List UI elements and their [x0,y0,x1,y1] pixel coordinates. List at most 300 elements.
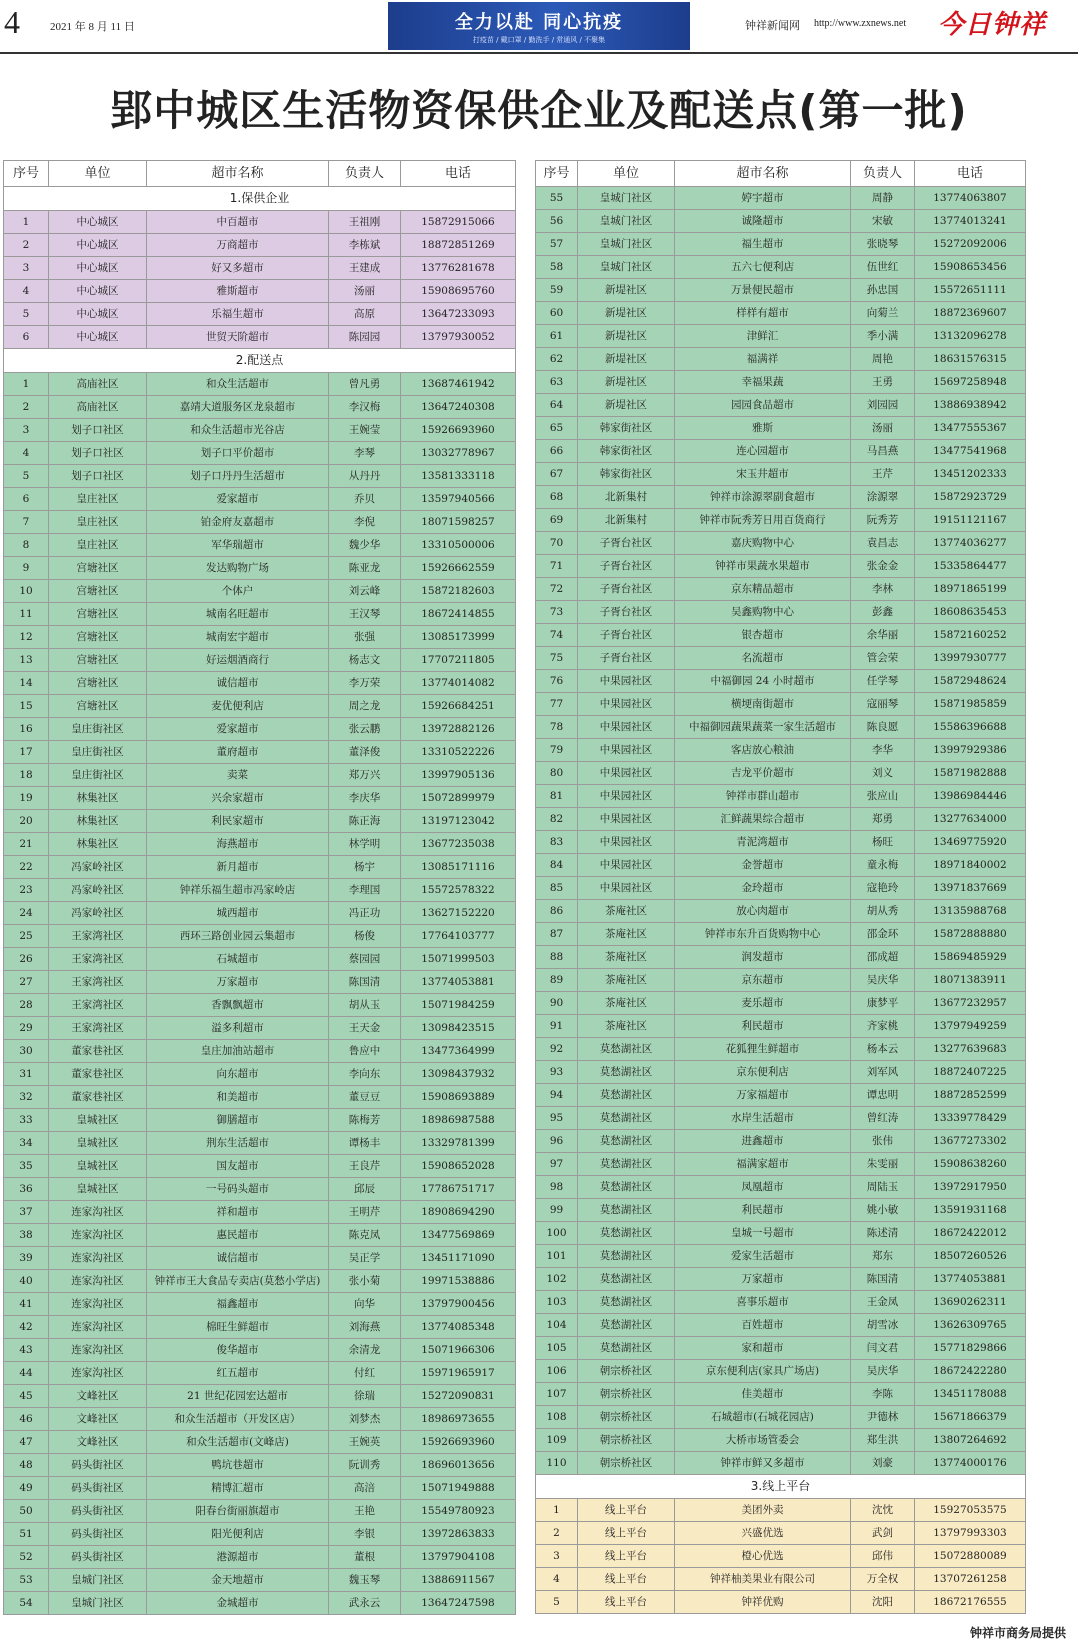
contact-person-cell: 胡雪冰 [851,1314,915,1337]
contact-person-cell: 王婉英 [329,1431,401,1454]
seq-cell: 28 [4,994,49,1017]
store-name-cell: 石城超市(石城花园店) [675,1406,851,1429]
table-row [536,578,1026,601]
unit-cell: 莫愁湖社区 [578,1199,675,1222]
seq-cell: 101 [536,1245,578,1268]
store-name-cell: 和众生活超市(文峰店) [147,1431,329,1454]
table-row [4,1339,516,1362]
store-name-cell: 幸福果蔬 [675,371,851,394]
unit-cell: 新堤社区 [578,279,675,302]
unit-cell: 中果园社区 [578,739,675,762]
store-name-cell: 钟祥市群山超市 [675,785,851,808]
contact-person-cell: 董豆豆 [329,1086,401,1109]
seq-cell: 108 [536,1406,578,1429]
table-row [4,971,516,994]
phone-cell: 15072880089 [915,1545,1026,1568]
phone-cell: 18872369607 [915,302,1026,325]
contact-person-cell: 魏玉琴 [329,1569,401,1592]
seq-cell: 94 [536,1084,578,1107]
contact-person-cell: 张应山 [851,785,915,808]
contact-person-cell: 冯正功 [329,902,401,925]
contact-person-cell: 陈亚龙 [329,557,401,580]
unit-cell: 皇城门社区 [49,1592,147,1615]
store-name-cell: 和众生活超市光谷店 [147,419,329,442]
phone-cell: 13647240308 [401,396,516,419]
seq-cell: 37 [4,1201,49,1224]
table-row [4,1293,516,1316]
table-row [536,1061,1026,1084]
unit-cell: 皇庄街社区 [49,764,147,787]
seq-cell: 24 [4,902,49,925]
unit-cell: 中果园社区 [578,831,675,854]
contact-person-cell: 周陆玉 [851,1176,915,1199]
unit-cell: 子胥台社区 [578,578,675,601]
seq-cell: 16 [4,718,49,741]
store-name-cell: 红五超市 [147,1362,329,1385]
table-row [536,1153,1026,1176]
unit-cell: 文峰社区 [49,1431,147,1454]
table-row [4,419,516,442]
phone-cell: 18672414855 [401,603,516,626]
unit-cell: 子胥台社区 [578,624,675,647]
unit-cell: 林集社区 [49,787,147,810]
phone-cell: 15671866379 [915,1406,1026,1429]
phone-cell: 15926662559 [401,557,516,580]
table-row [4,1477,516,1500]
phone-cell: 13197123042 [401,810,516,833]
contact-person-cell: 邵成超 [851,946,915,969]
store-name-cell: 发达购物广场 [147,557,329,580]
seq-cell: 33 [4,1109,49,1132]
phone-cell: 18608635453 [915,601,1026,624]
unit-cell: 皇城门社区 [49,1569,147,1592]
store-name-cell: 园园食品超市 [675,394,851,417]
phone-cell: 13627152220 [401,902,516,925]
store-name-cell: 中百超市 [147,211,329,234]
seq-cell: 73 [536,601,578,624]
seq-cell: 4 [4,280,49,303]
store-name-cell: 21 世纪花园宏达超市 [147,1385,329,1408]
unit-cell: 莫愁湖社区 [578,1130,675,1153]
unit-cell: 莫愁湖社区 [578,1176,675,1199]
contact-person-cell: 郑生洪 [851,1429,915,1452]
phone-cell: 13774014082 [401,672,516,695]
contact-person-cell: 王明芹 [329,1201,401,1224]
table-row [536,1015,1026,1038]
table-row [536,969,1026,992]
seq-cell: 30 [4,1040,49,1063]
store-name-cell: 爱家生活超市 [675,1245,851,1268]
contact-person-cell: 刘军风 [851,1061,915,1084]
unit-cell: 划子口社区 [49,442,147,465]
contact-person-cell: 从丹丹 [329,465,401,488]
table-row [536,1107,1026,1130]
phone-cell: 13797993303 [915,1522,1026,1545]
phone-cell: 13339778429 [915,1107,1026,1130]
column-header-seq: 序号 [536,161,578,187]
phone-cell: 13098437932 [401,1063,516,1086]
seq-cell: 56 [536,210,578,233]
seq-cell: 44 [4,1362,49,1385]
table-row [4,1155,516,1178]
store-name-cell: 佳美超市 [675,1383,851,1406]
section-label: 3.线上平台 [536,1475,1026,1499]
store-name-cell: 利民超市 [675,1015,851,1038]
seq-cell: 62 [536,348,578,371]
table-row [4,1040,516,1063]
unit-cell: 莫愁湖社区 [578,1314,675,1337]
table-row [4,1270,516,1293]
contact-person-cell: 李汉梅 [329,396,401,419]
phone-cell: 15272090831 [401,1385,516,1408]
contact-person-cell: 张金金 [851,555,915,578]
unit-cell: 划子口社区 [49,465,147,488]
contact-person-cell: 陈国清 [329,971,401,994]
store-name-cell: 御膳超市 [147,1109,329,1132]
seq-cell: 2 [536,1522,578,1545]
contact-person-cell: 谭杨丰 [329,1132,401,1155]
unit-cell: 线上平台 [578,1545,675,1568]
seq-cell: 17 [4,741,49,764]
store-name-cell: 惠民超市 [147,1224,329,1247]
table-row [536,854,1026,877]
seq-cell: 1 [4,373,49,396]
phone-cell: 15697258948 [915,371,1026,394]
phone-cell: 13997905136 [401,764,516,787]
store-name-cell: 兴余家超市 [147,787,329,810]
store-name-cell: 麦乐超市 [675,992,851,1015]
store-name-cell: 钟祥市东升百货购物中心 [675,923,851,946]
page-title: 郢中城区生活物资保供企业及配送点(第一批) [110,86,968,135]
unit-cell: 子胥台社区 [578,555,675,578]
contact-person-cell: 郑万兴 [329,764,401,787]
seq-cell: 49 [4,1477,49,1500]
phone-cell: 18507260526 [915,1245,1026,1268]
seq-cell: 42 [4,1316,49,1339]
phone-cell: 15771829866 [915,1337,1026,1360]
seq-cell: 39 [4,1247,49,1270]
table-row [4,810,516,833]
contact-person-cell: 汤丽 [851,417,915,440]
store-name-cell: 诚隆超市 [675,210,851,233]
contact-person-cell: 汤丽 [329,280,401,303]
seq-cell: 64 [536,394,578,417]
phone-cell: 13329781399 [401,1132,516,1155]
table-row [536,1383,1026,1406]
store-name-cell: 嘉靖大道服务区龙泉超市 [147,396,329,419]
store-name-cell: 向东超市 [147,1063,329,1086]
contact-person-cell: 陈国清 [851,1268,915,1291]
phone-cell: 13986984446 [915,785,1026,808]
unit-cell: 码头街社区 [49,1523,147,1546]
table-row [536,762,1026,785]
banner-slogan: 全力以赴 同心抗疫 [454,12,624,33]
store-name-cell: 好又多超市 [147,257,329,280]
table-row [4,1569,516,1592]
seq-cell: 31 [4,1063,49,1086]
table-row [4,925,516,948]
store-name-cell: 和众生活超市（开发区店） [147,1408,329,1431]
phone-cell: 13277634000 [915,808,1026,831]
contact-person-cell: 沈忱 [851,1499,915,1522]
table-row [4,465,516,488]
contact-person-cell: 李陈 [851,1383,915,1406]
unit-cell: 朝宗桥社区 [578,1360,675,1383]
seq-cell: 59 [536,279,578,302]
store-name-cell: 和美超市 [147,1086,329,1109]
seq-cell: 63 [536,371,578,394]
seq-cell: 21 [4,833,49,856]
unit-cell: 高庙社区 [49,373,147,396]
unit-cell: 线上平台 [578,1568,675,1591]
store-name-cell: 钟祥市涂源翠副食超市 [675,486,851,509]
phone-cell: 15572651111 [915,279,1026,302]
unit-cell: 中心城区 [49,234,147,257]
seq-cell: 3 [4,257,49,280]
phone-cell: 18986987588 [401,1109,516,1132]
contact-person-cell: 郑勇 [851,808,915,831]
phone-cell: 13451178088 [915,1383,1026,1406]
store-name-cell: 城南宏宇超市 [147,626,329,649]
phone-cell: 13797904108 [401,1546,516,1569]
contact-person-cell: 寇丽琴 [851,693,915,716]
phone-cell: 13971837669 [915,877,1026,900]
store-name-cell: 国友超市 [147,1155,329,1178]
phone-cell: 15872182603 [401,580,516,603]
phone-cell: 15908693889 [401,1086,516,1109]
seq-cell: 66 [536,440,578,463]
store-name-cell: 大桥市场管委会 [675,1429,851,1452]
phone-cell: 13135988768 [915,900,1026,923]
phone-cell: 13581333118 [401,465,516,488]
phone-cell: 13807264692 [915,1429,1026,1452]
table-row [536,900,1026,923]
unit-cell: 连家沟社区 [49,1339,147,1362]
phone-cell: 13886938942 [915,394,1026,417]
contact-person-cell: 王祖刚 [329,211,401,234]
unit-cell: 中果园社区 [578,808,675,831]
seq-cell: 68 [536,486,578,509]
table-row [4,580,516,603]
seq-cell: 87 [536,923,578,946]
table-row [4,211,516,234]
contact-person-cell: 董泽俊 [329,741,401,764]
store-name-cell: 宋玉井超市 [675,463,851,486]
seq-cell: 1 [536,1499,578,1522]
contact-person-cell: 王汉琴 [329,603,401,626]
table-row [4,1523,516,1546]
unit-cell: 茶庵社区 [578,900,675,923]
store-name-cell: 客店放心粮油 [675,739,851,762]
store-name-cell: 俊华超市 [147,1339,329,1362]
table-row [536,486,1026,509]
seq-cell: 78 [536,716,578,739]
contact-person-cell: 周艳 [851,348,915,371]
contact-person-cell: 任学琴 [851,670,915,693]
unit-cell: 茶庵社区 [578,1015,675,1038]
unit-cell: 莫愁湖社区 [578,1061,675,1084]
unit-cell: 莫愁湖社区 [578,1245,675,1268]
unit-cell: 皇城门社区 [578,233,675,256]
seq-cell: 89 [536,969,578,992]
seq-cell: 76 [536,670,578,693]
table-row [536,923,1026,946]
contact-person-cell: 李向东 [329,1063,401,1086]
unit-cell: 宫塘社区 [49,580,147,603]
contact-person-cell: 李琴 [329,442,401,465]
table-row [4,1109,516,1132]
store-name-cell: 港源超市 [147,1546,329,1569]
contact-person-cell: 李银 [329,1523,401,1546]
store-name-cell: 卖菜 [147,764,329,787]
contact-person-cell: 曾凡勇 [329,373,401,396]
unit-cell: 莫愁湖社区 [578,1107,675,1130]
table-row [4,1316,516,1339]
table-row [536,279,1026,302]
phone-cell: 13677273302 [915,1130,1026,1153]
contact-person-cell: 李华 [851,739,915,762]
phone-cell: 13972917950 [915,1176,1026,1199]
unit-cell: 皇庄社区 [49,488,147,511]
contact-person-cell: 乔贝 [329,488,401,511]
seq-cell: 2 [4,396,49,419]
contact-person-cell: 余清龙 [329,1339,401,1362]
contact-person-cell: 董根 [329,1546,401,1569]
store-name-cell: 福满家超市 [675,1153,851,1176]
phone-cell: 18971840002 [915,854,1026,877]
store-name-cell: 万家福超市 [675,1084,851,1107]
table-row [536,1268,1026,1291]
table-row [4,1247,516,1270]
store-name-cell: 利民超市 [675,1199,851,1222]
contact-person-cell: 杨俊 [329,925,401,948]
unit-cell: 新堤社区 [578,394,675,417]
table-row [4,672,516,695]
table-row [536,1545,1026,1568]
unit-cell: 茶庵社区 [578,946,675,969]
store-name-cell: 福满祥 [675,348,851,371]
phone-cell: 15586396688 [915,716,1026,739]
store-name-cell: 金誉超市 [675,854,851,877]
phone-cell: 15872915066 [401,211,516,234]
unit-cell: 朝宗桥社区 [578,1452,675,1475]
contact-person-cell: 张云鹏 [329,718,401,741]
contact-person-cell: 李理国 [329,879,401,902]
store-name-cell: 城南名旺超市 [147,603,329,626]
contact-person-cell: 蔡园园 [329,948,401,971]
phone-cell: 18631576315 [915,348,1026,371]
seq-cell: 88 [536,946,578,969]
store-name-cell: 中福御园蔬果蔬菜一家生活超市 [675,716,851,739]
contact-person-cell: 余华丽 [851,624,915,647]
contact-person-cell: 陈克凤 [329,1224,401,1247]
store-name-cell: 雅斯超市 [147,280,329,303]
contact-person-cell: 管会荣 [851,647,915,670]
table-row [536,670,1026,693]
table-row [4,787,516,810]
table-row [536,1337,1026,1360]
table-row [4,488,516,511]
store-name-cell: 万景便民超市 [675,279,851,302]
seq-cell: 41 [4,1293,49,1316]
table-row [4,764,516,787]
seq-cell: 38 [4,1224,49,1247]
store-name-cell: 西环三路创业园云集超市 [147,925,329,948]
store-name-cell: 和众生活超市 [147,373,329,396]
site-url[interactable]: http://www.zxnews.net [814,18,907,29]
unit-cell: 中心城区 [49,280,147,303]
contact-person-cell: 张小菊 [329,1270,401,1293]
phone-cell: 19971538886 [401,1270,516,1293]
seq-cell: 6 [4,326,49,349]
table-row [4,649,516,672]
unit-cell: 皇庄街社区 [49,741,147,764]
contact-person-cell: 陈述清 [851,1222,915,1245]
seq-cell: 15 [4,695,49,718]
section-header-row [4,349,516,373]
phone-cell: 13774053881 [401,971,516,994]
phone-cell: 17707211805 [401,649,516,672]
table-row [536,371,1026,394]
table-row [4,1385,516,1408]
unit-cell: 朝宗桥社区 [578,1429,675,1452]
unit-cell: 新堤社区 [578,302,675,325]
phone-cell: 13469775920 [915,831,1026,854]
store-name-cell: 水岸生活超市 [675,1107,851,1130]
seq-cell: 10 [4,580,49,603]
phone-cell: 15926693960 [401,1431,516,1454]
unit-cell: 文峰社区 [49,1408,147,1431]
unit-cell: 韩家街社区 [578,463,675,486]
table-row [4,1546,516,1569]
contact-person-cell: 王婉莹 [329,419,401,442]
unit-cell: 连家沟社区 [49,1201,147,1224]
store-name-cell: 津鲜汇 [675,325,851,348]
unit-cell: 连家沟社区 [49,1224,147,1247]
seq-cell: 75 [536,647,578,670]
seq-cell: 97 [536,1153,578,1176]
contact-person-cell: 杨志文 [329,649,401,672]
seq-cell: 2 [4,234,49,257]
store-name-cell: 福生超市 [675,233,851,256]
table-row [536,716,1026,739]
phone-cell: 13774036277 [915,532,1026,555]
seq-cell: 43 [4,1339,49,1362]
contact-person-cell: 杨旺 [851,831,915,854]
phone-cell: 13972882126 [401,718,516,741]
unit-cell: 茶庵社区 [578,992,675,1015]
column-header-contact-person: 负责人 [851,161,915,187]
contact-person-cell: 刘豪 [851,1452,915,1475]
phone-cell: 15871982888 [915,762,1026,785]
phone-cell: 13647233093 [401,303,516,326]
seq-cell: 84 [536,854,578,877]
table-row [4,1063,516,1086]
unit-cell: 连家沟社区 [49,1316,147,1339]
contact-person-cell: 刘云峰 [329,580,401,603]
contact-person-cell: 向菊兰 [851,302,915,325]
table-header-row [4,161,516,187]
unit-cell: 宫塘社区 [49,557,147,580]
seq-cell: 80 [536,762,578,785]
seq-cell: 95 [536,1107,578,1130]
table-row [4,1454,516,1477]
phone-cell: 13310522226 [401,741,516,764]
column-header-unit: 单位 [578,161,675,187]
unit-cell: 皇城门社区 [578,256,675,279]
table-row [4,626,516,649]
unit-cell: 韩家街社区 [578,417,675,440]
